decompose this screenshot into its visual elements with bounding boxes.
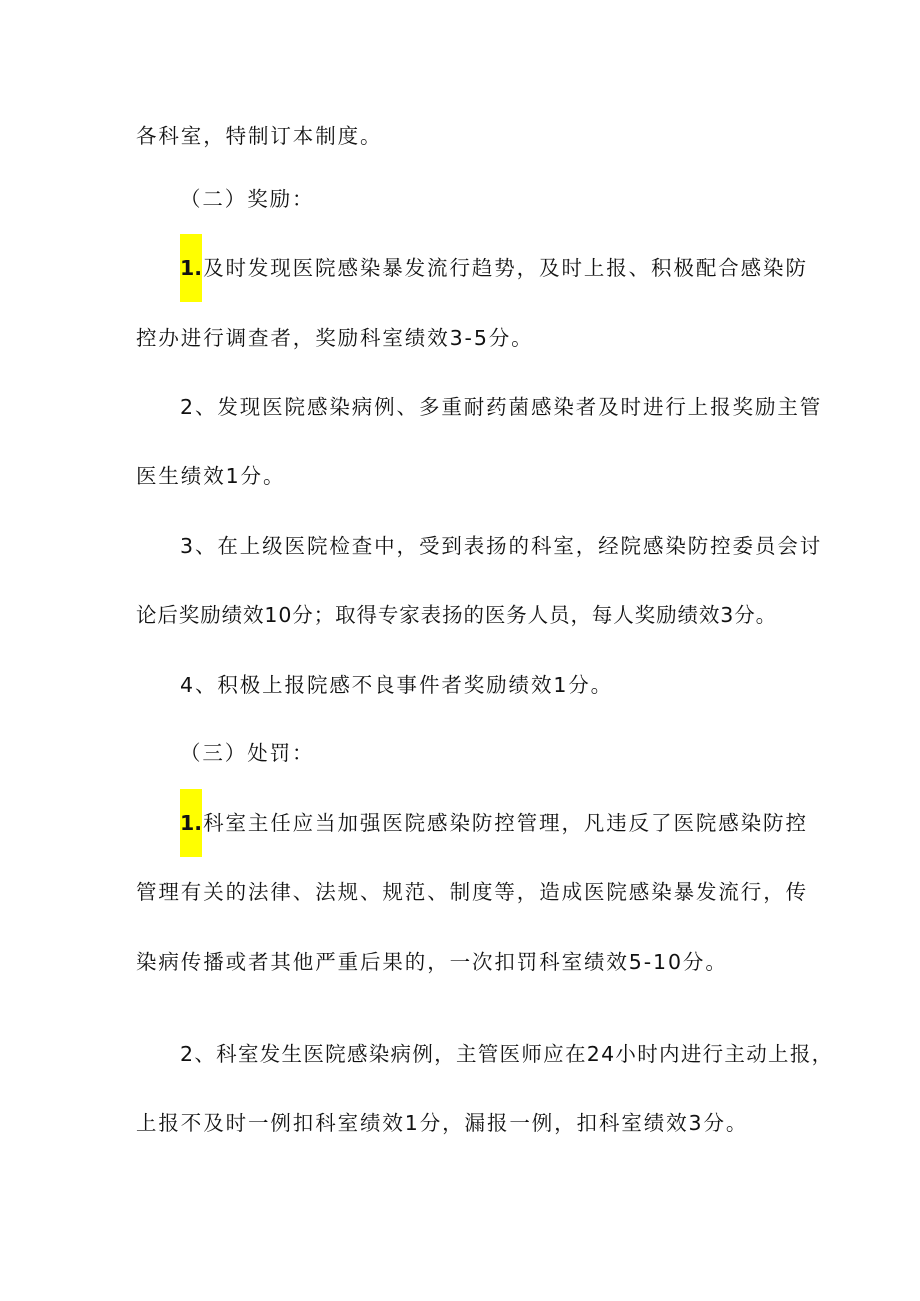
reward-item-3-line-1: 3、在上级医院检查中，受到表扬的科室，经院感染防控委员会讨: [180, 534, 823, 558]
reward-item-2-line-1: 2、发现医院感染病例、多重耐药菌感染者及时进行上报奖励主管: [180, 395, 823, 419]
penalty-item-1-line-2: 管理有关的法律、法规、规范、制度等，造成医院感染暴发流行，传: [136, 880, 808, 904]
reward-item-4: 4、积极上报院感不良事件者奖励绩效1分。: [180, 673, 614, 697]
penalty-item-1-line-3: 染病传播或者其他严重后果的，一次扣罚科室绩效5-10分。: [136, 950, 728, 974]
section-heading-rewards: （二）奖励：: [180, 187, 315, 211]
penalty-item-2-line-1: 2、科室发生医院感染病例，主管医师应在24小时内进行主动上报，: [180, 1042, 834, 1066]
reward-item-2-line-2: 医生绩效1分。: [136, 464, 286, 488]
penalty-item-1-line-1: 1.科室主任应当加强医院感染防控管理，凡违反了医院感染防控: [180, 808, 808, 838]
reward-item-3-line-2: 论后奖励绩效10分；取得专家表扬的医务人员，每人奖励绩效3分。: [136, 603, 778, 627]
paragraph-intro-tail: 各科室，特制订本制度。: [136, 124, 383, 148]
reward-item-1-line-1: 1.及时发现医院感染暴发流行趋势，及时上报、积极配合感染防: [180, 253, 808, 283]
highlighted-number-marker: 1.: [180, 789, 202, 857]
highlighted-number-marker: 1.: [180, 234, 202, 302]
reward-item-1-line-2: 控办进行调查者，奖励科室绩效3-5分。: [136, 326, 534, 350]
penalty-item-2-line-2: 上报不及时一例扣科室绩效1分，漏报一例，扣科室绩效3分。: [136, 1111, 749, 1135]
section-heading-penalties: （三）处罚：: [180, 741, 315, 765]
